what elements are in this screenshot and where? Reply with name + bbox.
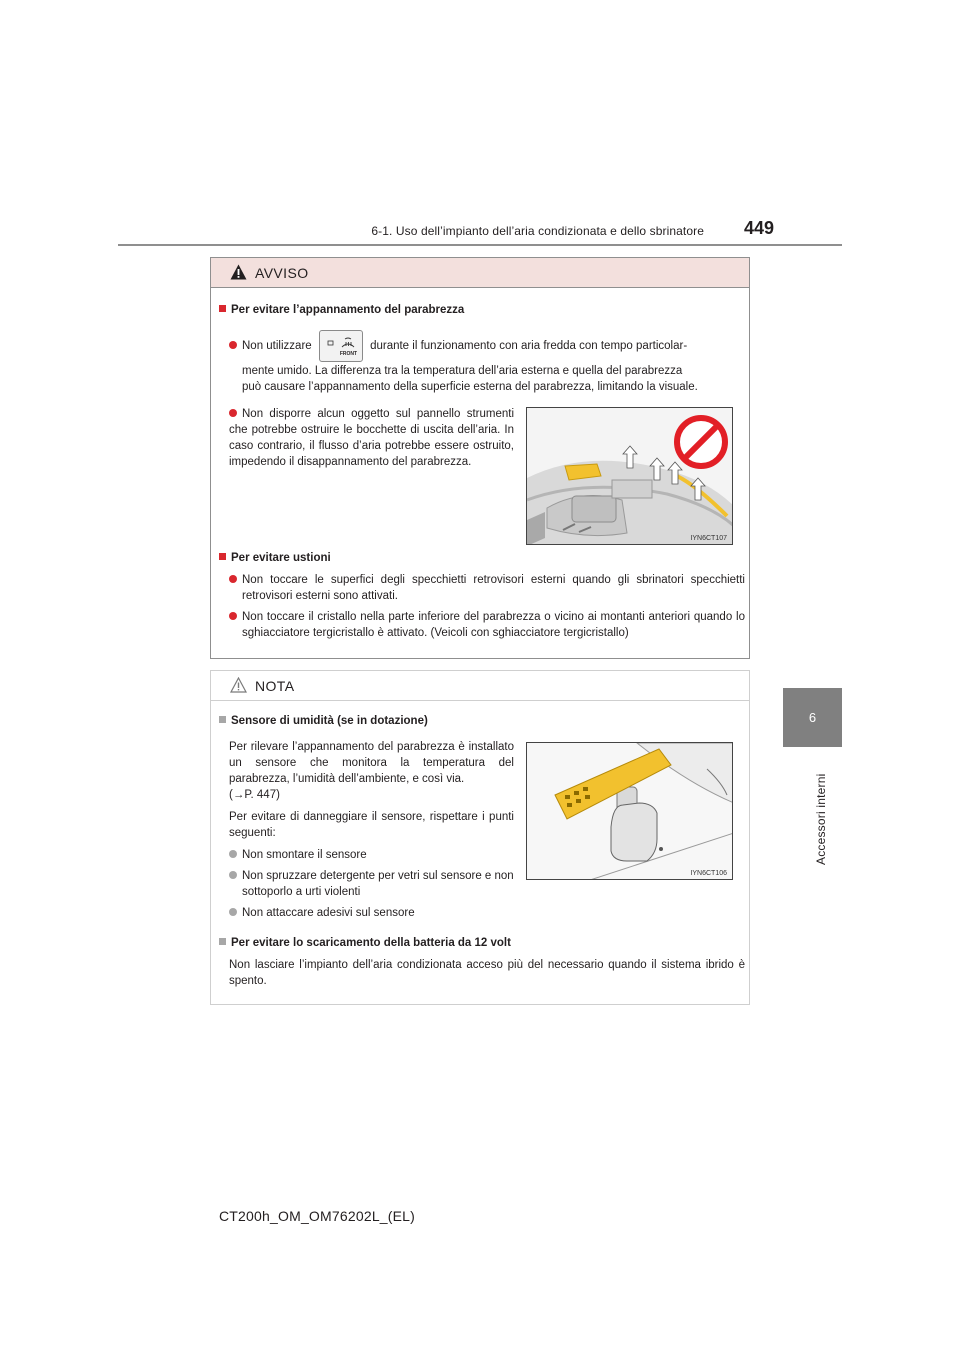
warning-box-header bbox=[211, 258, 749, 288]
header-divider bbox=[118, 244, 842, 246]
square-bullet-icon bbox=[219, 553, 226, 560]
sensor-para-2: Per evitare di danneggiare il sensore, rispettare i punti seguenti: bbox=[229, 811, 514, 839]
burn-item-2-text: Non toccare il cristallo nella parte inferiore del parabrezza o vicino ai montanti anteriori quando lo sghiacciatore tergicristallo è attivato. (Veicoli con sghiacciatore tergicristallo) bbox=[242, 611, 745, 639]
sensor-bullet-2 bbox=[229, 868, 519, 900]
warning-triangle-icon bbox=[230, 264, 247, 280]
fog-title-text: Per evitare l’appannamento del parabrezza bbox=[231, 304, 465, 316]
figure-code: IYN6CT107 bbox=[690, 535, 727, 542]
figure-code: IYN6CT106 bbox=[690, 870, 727, 877]
burn-title-text: Per evitare ustioni bbox=[231, 552, 331, 564]
burn-item-1 bbox=[229, 572, 745, 604]
note-title: NOTA bbox=[255, 678, 295, 694]
sensor-bullet-2-text: Non spruzzare detergente per vetri sul sensore e non sottoporlo a urti violenti bbox=[242, 870, 514, 898]
round-bullet-icon bbox=[229, 575, 237, 583]
sensor-illustration bbox=[527, 743, 733, 880]
chapter-label-text: Accessori interni bbox=[814, 773, 828, 865]
battery-section-title bbox=[219, 935, 511, 951]
sensor-title-text: Sensore di umidità (se in dotazione) bbox=[231, 715, 428, 727]
burn-item-2 bbox=[229, 609, 745, 641]
sensor-para-1: Per rilevare l’appannamento del parabrezza è installato un sensore che monitora la temperatura del parabrezza, l’umidità dell’ambiente, e così via. bbox=[229, 741, 514, 785]
dashboard-figure bbox=[526, 407, 733, 545]
dashboard-illustration bbox=[527, 408, 733, 545]
square-bullet-icon bbox=[219, 305, 226, 312]
square-bullet-icon bbox=[219, 938, 226, 945]
humidity-sensor-figure bbox=[526, 742, 733, 880]
round-bullet-icon bbox=[229, 850, 237, 858]
front-defroster-button-icon bbox=[319, 330, 363, 362]
fog-item-1-end: durante il funzionamento con aria fredda con tempo particolar- bbox=[370, 340, 688, 353]
fog-item-1-line-3: può causare l’appannamento della superficie esterna del parabrezza, limitando la visuale. bbox=[242, 381, 698, 393]
front-button-label: FRONT bbox=[339, 351, 358, 357]
round-bullet-icon bbox=[229, 341, 237, 349]
fog-item-1-line-2: mente umido. La differenza tra la temperatura dell’aria esterna e quella del parabrezza bbox=[242, 365, 683, 377]
chapter-label bbox=[786, 755, 828, 865]
burn-section-title bbox=[219, 550, 331, 566]
fog-item-2-text: Non disporre alcun oggetto sul pannello strumenti che potrebbe ostruire le bocchette di uscita dell’aria. In caso contrario, il flusso d’aria potrebbe essere ostruito, impedendo il disappannamento del parabrezza. bbox=[229, 408, 514, 468]
sensor-section-title bbox=[219, 713, 428, 729]
round-bullet-icon bbox=[229, 612, 237, 620]
document-code: CT200h_OM_OM76202L_(EL) bbox=[219, 1208, 416, 1224]
warning-title: AVVISO bbox=[255, 265, 309, 281]
round-bullet-icon bbox=[229, 871, 237, 879]
sensor-bullet-1-text: Non smontare il sensore bbox=[242, 849, 367, 861]
chapter-tab[interactable]: 6 bbox=[783, 688, 842, 747]
section-title: 6-1. Uso dell’impianto dell’aria condizionata e dello sbrinatore bbox=[371, 224, 704, 238]
square-bullet-icon bbox=[219, 716, 226, 723]
fog-item-1 bbox=[229, 330, 745, 362]
fog-item-2 bbox=[229, 406, 514, 470]
battery-title-text: Per evitare lo scaricamento della batteria da 12 volt bbox=[231, 937, 511, 949]
burn-item-1-text: Non toccare le superfici degli specchietti retrovisori esterni quando gli sbrinatori specchietti retrovisori esterni sono attivati. bbox=[242, 574, 745, 602]
page-number: 449 bbox=[743, 218, 774, 238]
fog-item-1-start: Non utilizzare bbox=[242, 340, 312, 353]
caution-triangle-icon bbox=[230, 677, 247, 693]
note-box bbox=[210, 670, 750, 1005]
fog-section-title bbox=[219, 302, 464, 318]
note-box-header bbox=[211, 671, 749, 701]
warning-box bbox=[210, 257, 750, 659]
round-bullet-icon bbox=[229, 908, 237, 916]
sensor-bullet-3 bbox=[229, 905, 514, 921]
sensor-bullet-3-text: Non attaccare adesivi sul sensore bbox=[242, 907, 415, 919]
page-header bbox=[330, 218, 774, 246]
round-bullet-icon bbox=[229, 409, 237, 417]
sensor-bullet-1 bbox=[229, 847, 514, 863]
sensor-page-ref[interactable]: (→P. 447) bbox=[229, 789, 280, 801]
battery-text: Non lasciare l’impianto dell’aria condizionata acceso più del necessario quando il sistema ibrido è spento. bbox=[229, 959, 745, 987]
